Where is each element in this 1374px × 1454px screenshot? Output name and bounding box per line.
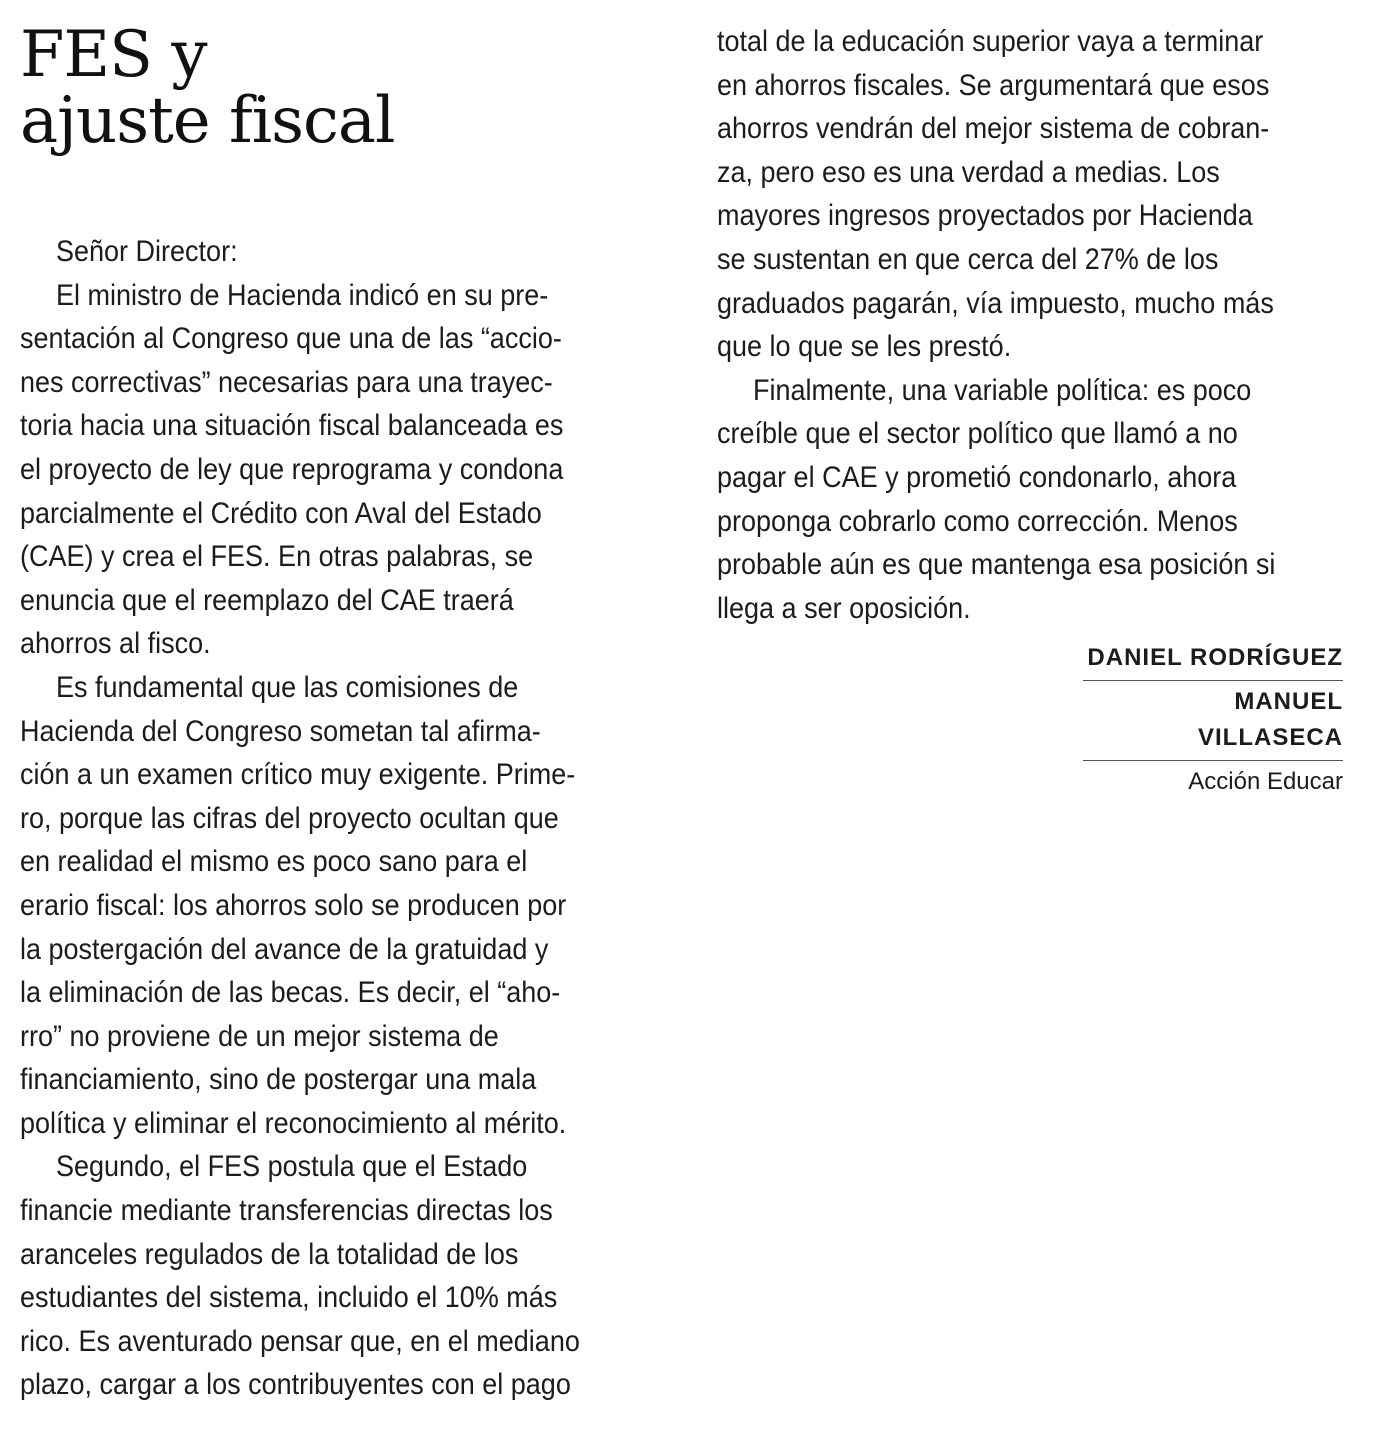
text-line: proponga cobrarlo como corrección. Menos [717, 504, 1238, 538]
text-line: total de la educación superior vaya a terminar [717, 25, 1264, 58]
text-line: Hacienda del Congreso sometan tal afirma- [20, 714, 541, 748]
title-line-1: FES y [20, 18, 207, 92]
paragraph-1 [20, 274, 580, 666]
text-line: aranceles regulados de la totalidad de los [20, 1237, 519, 1271]
text-line: llega a ser oposición. [717, 591, 971, 625]
text-line: creíble que el sector político que llamó a no [717, 417, 1238, 451]
text-line: en realidad el mismo es poco sano para el [20, 845, 528, 879]
author-name: MANUEL VILLASECA [1083, 684, 1343, 761]
title-line-2: ajuste fiscal [20, 84, 395, 158]
text-line: el proyecto de ley que reprograma y condona [20, 452, 564, 486]
paragraph-3 [20, 1145, 580, 1407]
signature-block [1083, 640, 1343, 800]
text-line: rro” no proviene de un mejor sistema de [20, 1019, 499, 1053]
text-line: erario fiscal: los ahorros solo se producen por [20, 888, 567, 922]
text-line: sentación al Congreso que una de las “accio- [20, 322, 562, 356]
greeting [20, 230, 580, 274]
author-name: DANIEL RODRÍGUEZ [1083, 640, 1343, 681]
text-line: que lo que se les prestó. [717, 330, 1012, 364]
text-line: pagar el CAE y prometió condonarlo, ahora [717, 460, 1237, 494]
left-column [20, 230, 580, 1407]
text-line: Segundo, el FES postula que el Estado [56, 1150, 528, 1184]
text-line: nes correctivas” necesarias para una trayec- [20, 365, 553, 399]
text-line: financiamiento, sino de postergar una mala [20, 1063, 537, 1097]
text-line: en ahorros fiscales. Se argumentará que esos [717, 68, 1270, 102]
text-line: Finalmente, una variable política: es poco [753, 373, 1252, 407]
author-organization: Acción Educar [1188, 768, 1343, 795]
text-line: financie mediante transferencias directas los [20, 1194, 553, 1228]
text-line: ahorros al fisco. [20, 627, 211, 661]
text-line: Es fundamental que las comisiones de [56, 670, 519, 704]
text-line: política y eliminar el reconocimiento al mérito. [20, 1106, 567, 1140]
text-line: mayores ingresos proyectados por Hacienda [717, 199, 1253, 233]
text-line: ción a un examen crítico muy exigente. Prime- [20, 758, 576, 792]
right-column [717, 20, 1275, 630]
article-title [20, 18, 395, 158]
text-line: plazo, cargar a los contribuyentes con el pago [20, 1368, 571, 1402]
text-line: El ministro de Hacienda indicó en su pre- [56, 278, 549, 312]
text-line: graduados pagarán, vía impuesto, mucho más [717, 286, 1274, 320]
text-line: la eliminación de las becas. Es decir, el “aho- [20, 976, 561, 1010]
greeting-line: Señor Director: [56, 235, 238, 268]
text-line: probable aún es que mantenga esa posición si [717, 548, 1276, 582]
text-line: parcialmente el Crédito con Aval del Estado [20, 496, 542, 530]
paragraph-4 [717, 369, 1275, 631]
text-line: estudiantes del sistema, incluido el 10% más [20, 1281, 558, 1315]
text-line: la postergación del avance de la gratuidad y [20, 932, 549, 966]
text-line: enuncia que el reemplazo del CAE traerá [20, 583, 514, 617]
text-line: se sustentan en que cerca del 27% de los [717, 242, 1219, 276]
paragraph-3-continued [717, 20, 1275, 369]
text-line: rico. Es aventurado pensar que, en el mediano [20, 1324, 580, 1358]
text-line: za, pero eso es una verdad a medias. Los [717, 155, 1220, 189]
paragraph-2 [20, 666, 580, 1146]
text-line: ahorros vendrán del mejor sistema de cobran- [717, 112, 1270, 146]
text-line: ro, porque las cifras del proyecto ocultan que [20, 801, 559, 835]
text-line: (CAE) y crea el FES. En otras palabras, se [20, 540, 534, 574]
text-line: toria hacia una situación fiscal balanceada es [20, 409, 564, 443]
